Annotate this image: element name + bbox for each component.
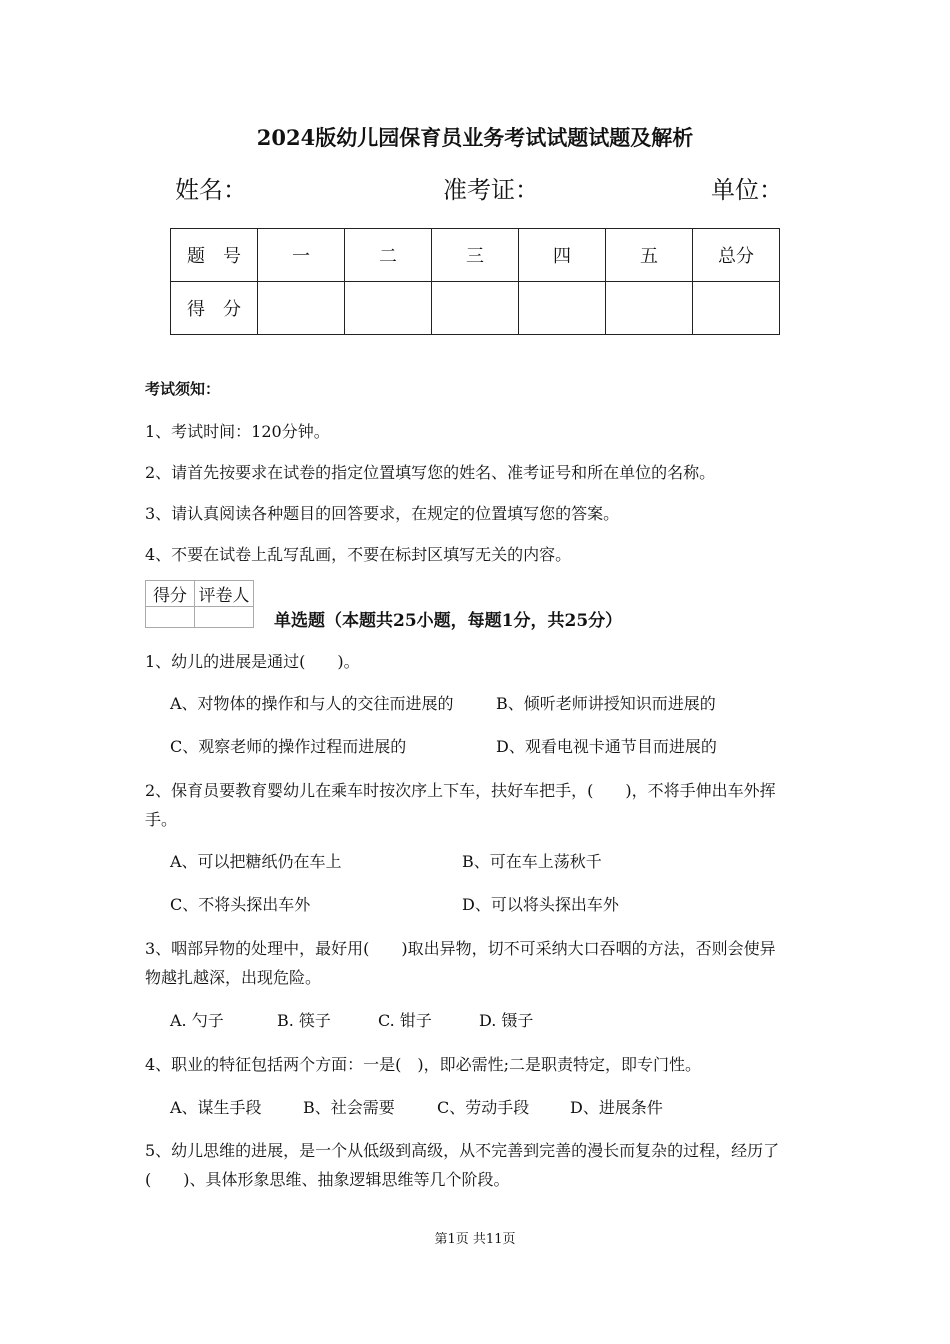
grader-score-cell[interactable] (146, 607, 195, 628)
score-table-col-5: 五 (606, 229, 693, 282)
score-table-col-3: 三 (432, 229, 519, 282)
score-table-col-2: 二 (345, 229, 432, 282)
exam-number-label: 准考证： (443, 176, 539, 204)
notice-item: 1、考试时间：120分钟。 (145, 422, 330, 441)
question-3-line-1: 3、咽部异物的处理中，最好用( )取出异物，切不可采纳大口吞咽的方法，否则会使异 (145, 939, 776, 958)
notice-heading: 考试须知： (145, 380, 221, 398)
question-2-option-b[interactable]: B、可在车上荡秋千 (462, 852, 602, 871)
score-cell[interactable] (519, 282, 606, 335)
notice-item: 4、不要在试卷上乱写乱画，不要在标封区填写无关的内容。 (145, 545, 572, 564)
score-cell[interactable] (432, 282, 519, 335)
score-cell[interactable] (345, 282, 432, 335)
question-2-option-d[interactable]: D、可以将头探出车外 (462, 895, 619, 914)
question-4: 4、职业的特征包括两个方面：一是( )，即必需性;二是职责特定，即专门性。 (145, 1055, 702, 1074)
score-table (170, 228, 780, 335)
question-2-line-2: 手。 (145, 810, 178, 829)
section-title: 单选题（本题共25小题，每题1分，共25分） (274, 611, 623, 631)
score-cell[interactable] (693, 282, 780, 335)
question-1-option-b[interactable]: B、倾听老师讲授知识而进展的 (496, 694, 716, 713)
score-table-score-row (171, 282, 780, 335)
question-2-option-a[interactable]: A、可以把糖纸仍在车上 (170, 852, 342, 871)
question-1-option-c[interactable]: C、观察老师的操作过程而进展的 (170, 737, 407, 756)
score-cell[interactable] (606, 282, 693, 335)
grader-reviewer-label: 评卷人 (195, 581, 254, 607)
question-4-option-d[interactable]: D、进展条件 (570, 1098, 663, 1117)
score-table-header-row (171, 229, 780, 282)
question-2-line-1: 2、保育员要教育婴幼儿在乘车时按次序上下车，扶好车把手，( )，不将手伸出车外挥 (145, 781, 776, 800)
question-3-option-d[interactable]: D. 镊子 (479, 1011, 534, 1030)
question-1-option-a[interactable]: A、对物体的操作和与人的交往而进展的 (170, 694, 454, 713)
question-4-option-c[interactable]: C、劳动手段 (437, 1098, 530, 1117)
notice-item: 3、请认真阅读各种题目的回答要求，在规定的位置填写您的答案。 (145, 504, 620, 523)
score-table-score-label: 得 分 (171, 282, 258, 335)
question-1: 1、幼儿的进展是通过( )。 (145, 652, 360, 671)
score-table-col-total: 总分 (693, 229, 780, 282)
question-4-option-a[interactable]: A、谋生手段 (170, 1098, 262, 1117)
question-3-line-2: 物越扎越深，出现危险。 (145, 968, 322, 987)
score-table-header-label: 题 号 (171, 229, 258, 282)
grader-box (145, 580, 254, 628)
score-cell[interactable] (258, 282, 345, 335)
question-3-option-b[interactable]: B. 筷子 (277, 1011, 331, 1030)
notice-item: 2、请首先按要求在试卷的指定位置填写您的姓名、准考证号和所在单位的名称。 (145, 463, 716, 482)
question-3-option-a[interactable]: A. 勺子 (170, 1011, 224, 1030)
question-3-option-c[interactable]: C. 钳子 (378, 1011, 432, 1030)
question-5-line-1: 5、幼儿思维的进展，是一个从低级到高级，从不完善到完善的漫长而复杂的过程，经历了 (145, 1141, 780, 1160)
name-label: 姓名： (175, 176, 247, 204)
score-table-col-4: 四 (519, 229, 606, 282)
page-footer: 第1页 共11页 (434, 1232, 516, 1247)
grader-reviewer-cell[interactable] (195, 607, 254, 628)
question-4-option-b[interactable]: B、社会需要 (303, 1098, 395, 1117)
question-2-option-c[interactable]: C、不将头探出车外 (170, 895, 311, 914)
question-1-option-d[interactable]: D、观看电视卡通节目而进展的 (496, 737, 717, 756)
score-table-col-1: 一 (258, 229, 345, 282)
question-5-line-2: ( )、具体形象思维、抽象逻辑思维等几个阶段。 (145, 1170, 510, 1189)
unit-label: 单位： (711, 176, 783, 204)
page-title: 2024版幼儿园保育员业务考试试题试题及解析 (256, 125, 694, 150)
grader-score-label: 得分 (146, 581, 195, 607)
